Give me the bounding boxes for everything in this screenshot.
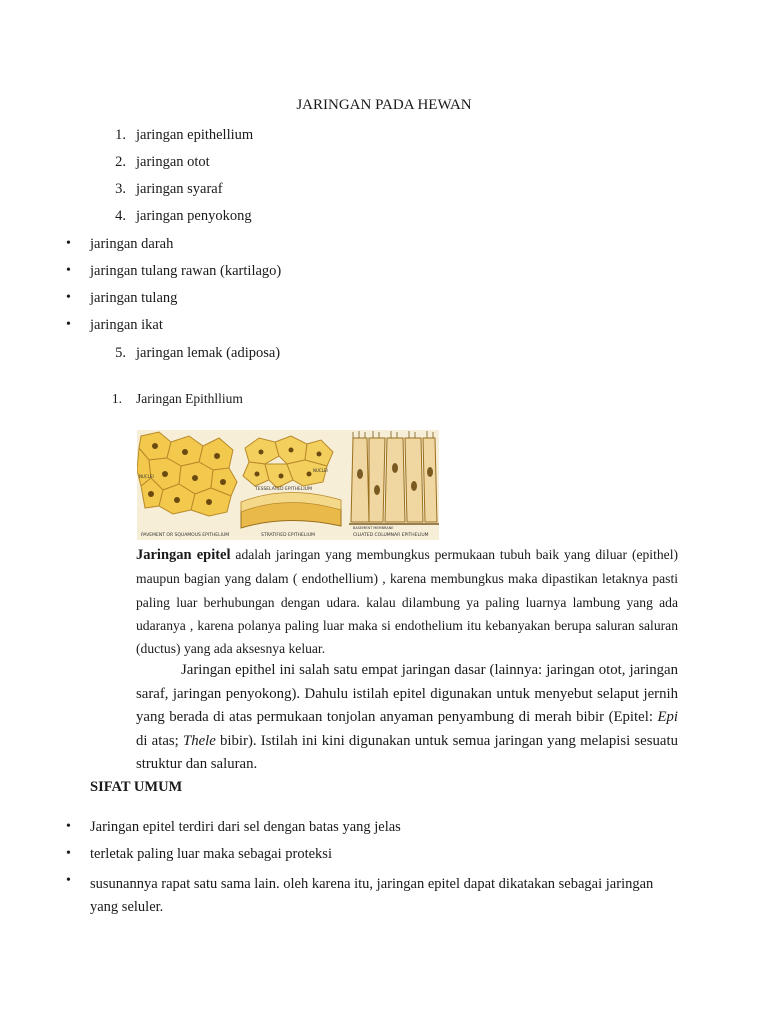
- document-title: JARINGAN PADA HEWAN: [296, 97, 472, 113]
- list-item: susunannya rapat satu sama lain. oleh karena itu, jaringan epitel dapat dikatakan sebagai jaringan yang seluler.: [90, 876, 654, 915]
- section-heading-sifat: SIFAT UMUM: [90, 779, 183, 795]
- figure-label: TESSELATED EPITHELIUM: [255, 487, 312, 492]
- list-number: 5.: [115, 345, 126, 361]
- figure-label: PAVEMENT OR SQUAMOUS EPITHELIUM: [141, 533, 230, 538]
- bullet-icon: •: [66, 236, 71, 251]
- list-item: jaringan tulang rawan (kartilago): [90, 263, 282, 279]
- list-item: jaringan epithellium: [136, 127, 254, 143]
- list-number: 2.: [115, 154, 126, 170]
- paragraph-text: adalah jaringan yang membungkus permukaan tubuh baik yang diluar (epithel) maupun bagian yang dalam ( endothellium) , karena membungkus maka dipastikan letaknya pasti paling luar berhubungan dengan udara. kalau dilambung ya paling luarnya lambung yang ada udaranya , karena polanya paling luar maka si endothelium itu kebanyakan berupa saluran saluran (ductus) yang ada aksesnya keluar.: [136, 547, 678, 657]
- list-item: jaringan darah: [90, 236, 174, 252]
- list-item: jaringan penyokong: [136, 208, 252, 224]
- bullet-icon: •: [66, 263, 71, 278]
- paragraph-text: Jaringan epithel ini salah satu empat jaringan dasar (lainnya: jaringan otot, jaringan saraf, jaringan penyokong). Dahulu istilah epitel digunakan untuk menyebut selaput jernih yang berada di atas permukaan tonjolan anyaman penyambung di merah bibir (Epitel:: [136, 662, 678, 725]
- bullet-icon: •: [66, 846, 71, 861]
- figure-label: CILIATED COLUMNAR EPITHELIUM: [353, 533, 429, 538]
- list-item: jaringan lemak (adiposa): [136, 345, 281, 361]
- paragraph-text: bibir). Istilah ini kini digunakan untuk semua jaringan yang melapisi sesuatu struktur dan saluran.: [136, 732, 678, 772]
- italic-term: Thele: [182, 732, 216, 749]
- list-number: 3.: [115, 181, 126, 197]
- list-item: jaringan tulang: [90, 290, 178, 306]
- section-number: 1.: [111, 391, 122, 406]
- paragraph-text: di atas;: [136, 732, 183, 749]
- figure-label: NUCLEI: [139, 474, 154, 479]
- section-heading: Jaringan Epithllium: [136, 391, 243, 406]
- list-number: 1.: [115, 127, 126, 143]
- list-item: jaringan otot: [136, 154, 210, 170]
- tesselated-cells: [243, 436, 333, 488]
- bullet-icon: •: [66, 819, 71, 834]
- list-item: Jaringan epitel terdiri dari sel dengan batas yang jelas: [90, 819, 401, 835]
- list-item: jaringan syaraf: [136, 181, 223, 197]
- paragraph-epithel: [136, 659, 678, 777]
- epithelium-figure: [137, 430, 439, 540]
- italic-term: Epi: [657, 709, 678, 725]
- figure-label: STRATIFIED EPITHELIUM: [261, 533, 315, 538]
- list-number: 4.: [115, 208, 126, 224]
- bullet-icon: •: [66, 317, 71, 332]
- epithelium-illustration: [137, 430, 439, 540]
- bullet-icon: •: [66, 290, 71, 305]
- list-item: terletak paling luar maka sebagai proteksi: [90, 846, 332, 862]
- figure-label: NUCLEI: [313, 468, 328, 473]
- bullet-icon: •: [66, 873, 71, 888]
- list-item: jaringan ikat: [90, 317, 163, 333]
- paragraph-epitel: [136, 543, 678, 660]
- figure-label: BASEMENT MEMBRANE: [353, 526, 394, 530]
- bold-term: Jaringan epitel: [136, 547, 231, 563]
